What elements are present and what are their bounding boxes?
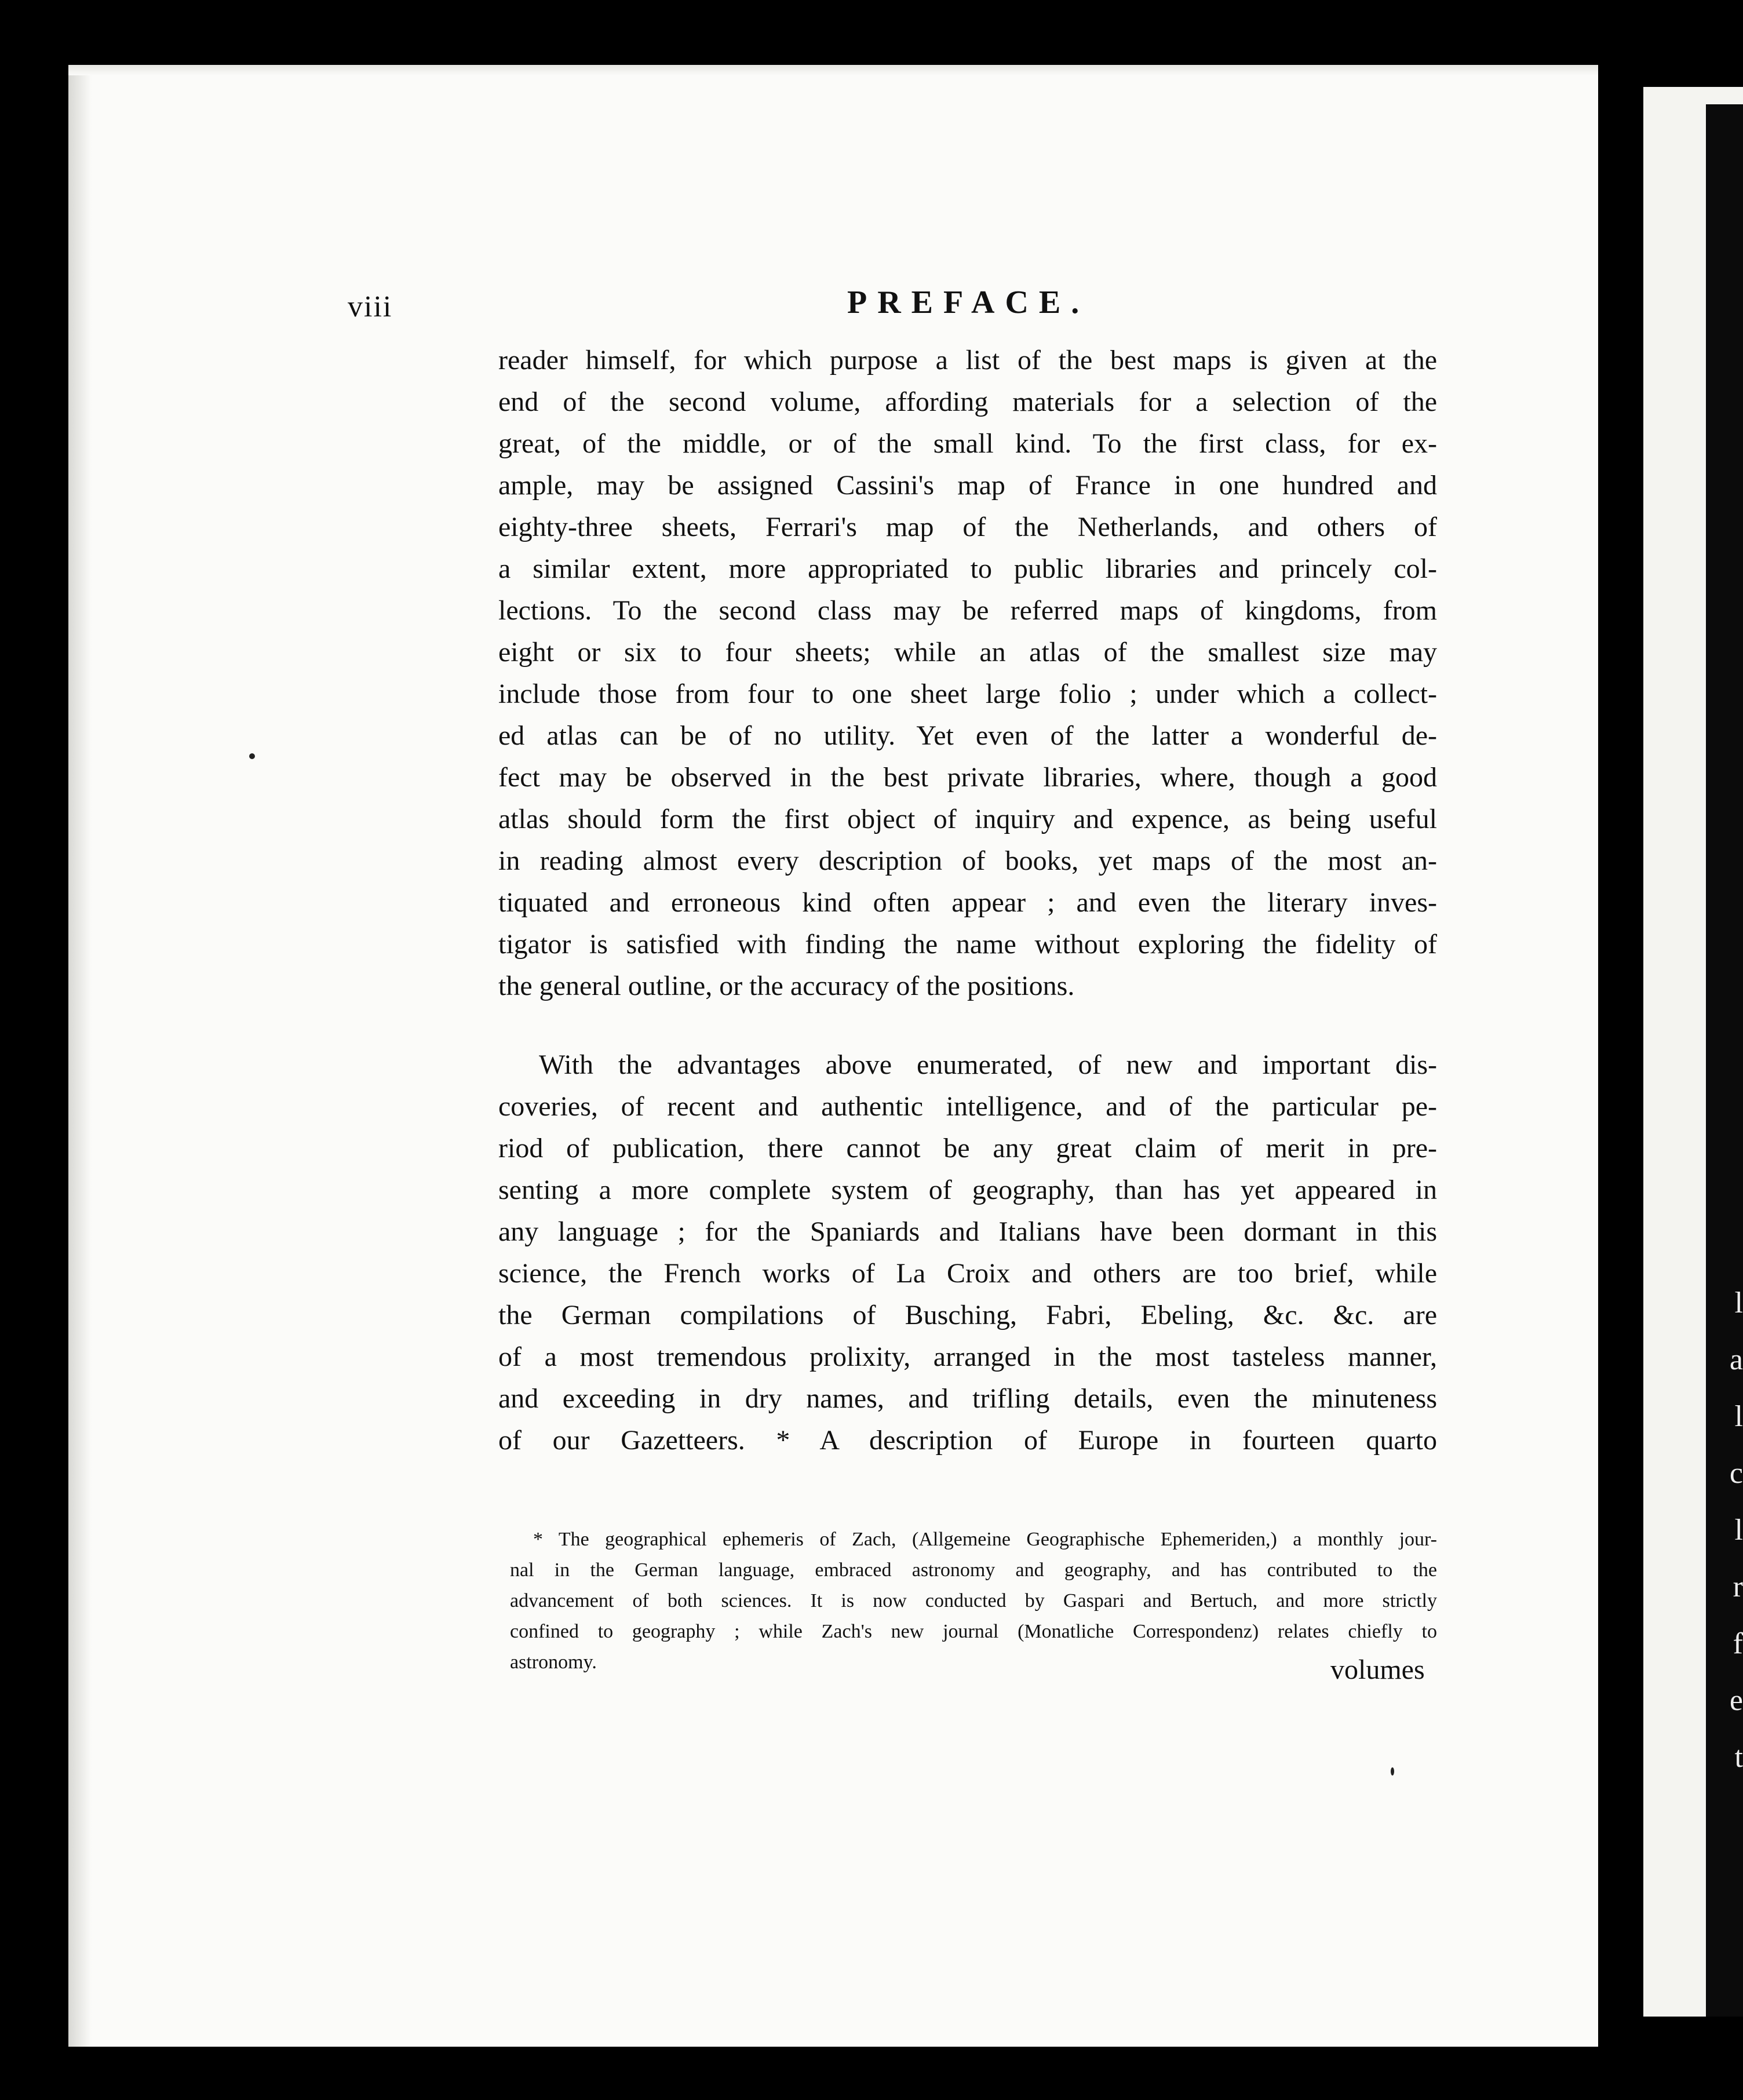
footnote-line: nal in the German language, embraced astronomy and geography, and has contributed to the (510, 1559, 1437, 1581)
text-line: science, the French works of La Croix and others are too brief, while (498, 1258, 1437, 1289)
text-line: tigator is satisfied with finding the name without exploring the fidelity of (498, 929, 1437, 960)
facing-page-letter: e (1729, 1684, 1743, 1717)
facing-page-letter: a (1729, 1343, 1743, 1376)
facing-page-letters (1727, 1275, 1743, 1786)
scan-speck (1391, 1767, 1394, 1775)
text-line: of our Gazetteers. * A description of Europe in fourteen quarto (498, 1425, 1437, 1456)
scan-speck (249, 753, 255, 759)
text-line: lections. To the second class may be referred maps of kingdoms, from (498, 595, 1437, 626)
text-line: atlas should form the first object of inquiry and expence, as being useful (498, 804, 1437, 834)
text-line: fect may be observed in the best private libraries, where, though a good (498, 762, 1437, 793)
text-line: great, of the middle, or of the small kind. To the first class, for ex- (498, 428, 1437, 459)
facing-page-letter: c (1729, 1457, 1743, 1490)
text-line: eight or six to four sheets; while an atlas of the smallest size may (498, 637, 1437, 668)
text-line: of a most tremendous prolixity, arranged in the most tasteless manner, (498, 1341, 1437, 1372)
facing-page-letter: t (1734, 1741, 1743, 1774)
text-line: With the advantages above enumerated, of new and important dis- (539, 1049, 1437, 1080)
facing-page-letter: f (1733, 1627, 1743, 1660)
text-line: riod of publication, there cannot be any great claim of merit in pre- (498, 1133, 1437, 1164)
text-line: coveries, of recent and authentic intelligence, and of the particular pe- (498, 1091, 1437, 1122)
footnote-line: confined to geography ; while Zach's new journal (Monatliche Correspondenz) relates chiefly to (510, 1621, 1437, 1642)
facing-page-letter: r (1733, 1570, 1743, 1603)
page-top-shadow (68, 65, 1598, 75)
text-line: any language ; for the Spaniards and Italians have been dormant in this (498, 1216, 1437, 1247)
text-line: and exceeding in dry names, and trifling details, even the minuteness (498, 1383, 1437, 1414)
page-gutter (1598, 65, 1643, 2047)
facing-page-letter: l (1734, 1400, 1743, 1433)
text-line: a similar extent, more appropriated to public libraries and princely col- (498, 553, 1437, 584)
text-line: tiquated and erroneous kind often appear ; and even the literary inves- (498, 887, 1437, 918)
footnote-line: * The geographical ephemeris of Zach, (Allgemeine Geographische Ephemeriden,) a monthly jour- (533, 1529, 1437, 1550)
page-title: PREFACE. (847, 285, 1090, 320)
text-line: the general outline, or the accuracy of the positions. (498, 971, 1075, 1001)
paragraph-1 (498, 340, 1437, 1007)
footnote-line: astronomy. (510, 1651, 597, 1673)
running-head (348, 284, 1507, 330)
text-line: ed atlas can be of no utility. Yet even of the latter a wonderful de- (498, 720, 1437, 751)
page-binding-shadow (68, 65, 92, 2047)
text-line: ample, may be assigned Cassini's map of France in one hundred and (498, 470, 1437, 501)
facing-page-letter: l (1734, 1514, 1743, 1547)
catchword: volumes (1330, 1654, 1425, 1685)
text-line: end of the second volume, affording materials for a selection of the (498, 387, 1437, 417)
text-line: reader himself, for which purpose a list of the best maps is given at the (498, 345, 1437, 375)
text-line: eighty-three sheets, Ferrari's map of the Netherlands, and others of (498, 512, 1437, 542)
text-line: senting a more complete system of geography, than has yet appeared in (498, 1175, 1437, 1205)
body-text (498, 340, 1437, 1461)
footnote-line: advancement of both sciences. It is now conducted by Gaspari and Bertuch, and more strictly (510, 1590, 1437, 1612)
footnote (510, 1524, 1437, 1678)
page-number: viii (348, 290, 393, 323)
text-line: in reading almost every description of books, yet maps of the most an- (498, 845, 1437, 876)
text-line: include those from four to one sheet large folio ; under which a collect- (498, 679, 1437, 709)
facing-page-letter: l (1734, 1286, 1743, 1319)
text-line: the German compilations of Busching, Fabri, Ebeling, &c. &c. are (498, 1300, 1437, 1330)
paragraph-gap (498, 1007, 1437, 1044)
paragraph-2 (498, 1044, 1437, 1461)
